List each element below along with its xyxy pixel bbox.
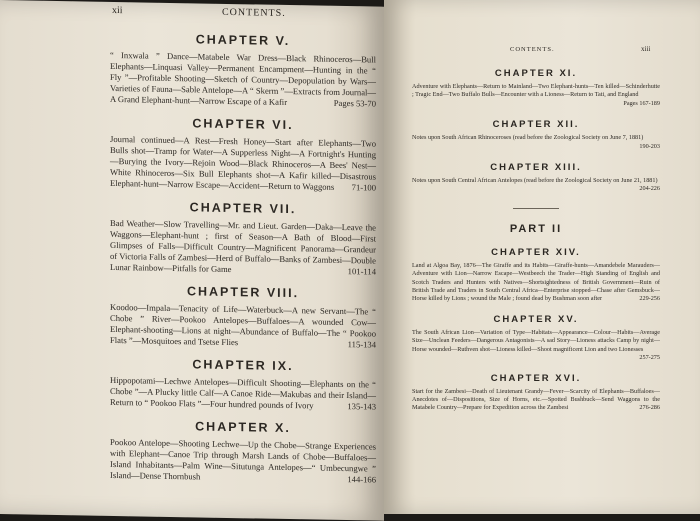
part-title: PART II [509,222,563,235]
chapter-title: CHAPTER VII. [189,200,297,217]
chapter-title: CHAPTER VI. [192,116,294,133]
chapter-title: CHAPTER XII. [492,119,580,131]
page-range: 101-114 [347,266,376,277]
page-range: 71-100 [351,182,376,193]
chapter-entry [412,177,660,194]
page-range: 204-226 [639,185,660,193]
chapter-entry [110,134,376,194]
running-head: CONTENTS. [510,46,555,53]
page-range: 135-143 [347,401,376,412]
chapter-summary: Start for the Zambesi—Death of Lieutenant Grandy—Fever—Scarcity of Elephants—Buffaloes—Anecdotes of—Dispositions, Size of Horns, etc.—Spotted Bushbuck—Send Waggons to the Matabele Country—Prepare for Expedition across the Zambesi [412,387,660,412]
page-range: 229-256 [639,295,660,303]
chapter-summary: Notes upon South Central African Antelopes (read before the Zoological Society on June 21, 1881) [412,177,658,185]
chapter-summary: Hippopotami—Lechwe Antelopes—Difficult Shooting—Elephants on the “ Chobe ”—A Plucky little Calf—A Canoe Ride—Makubas and their Island—Return to “ Pookoo Flats ”—Four hundred pounds of Ivory [110,374,376,411]
chapter-summary: Bad Weather—Slow Travelling—Mr. and Lieut. Garden—Daka—Leave the Waggons—Elephant-hunt ; first of Season—A Bath of Blood—First Glimpses of Falls—Difficult Country—Magnificent Panorama—Grandeur of Victoria Falls of Zambesi—Herd of Buffalo—Banks of Zambesi—Double Lunar Rainbow—Pitfalls for Game [110,217,376,275]
chapter-title: CHAPTER XI. [494,68,578,79]
chapter-entry [110,302,376,351]
right-page [384,0,700,514]
chapter-summary: “ Inxwala ” Dance—Matabele War Dress—Black Rhinoceros—Bull Elephants—Linquasi Valley—Permanent Encampment—Hunting in the “ Fly ”—Profitable Shooting—Sketch of Country—Depopulation by Wars—Varieties of Fauna—Sable Antelope—A “ Skerm ”—Extracts from Journal—A Grand Elephant-hunt—Narrow Escape of a Kafir [110,49,376,108]
page-range: 276-286 [639,404,660,412]
page-range: 257-275 [639,354,660,362]
page-range: 115-134 [347,339,376,350]
running-head: CONTENTS. [222,6,286,19]
chapter-entry [412,329,660,363]
chapter-title: CHAPTER XV. [493,313,579,325]
chapter-entry [412,388,660,413]
chapter-summary: Koodoo—Impala—Tenacity of Life—Waterbuck—A new Servant—The “ Chobe ” River—Pookoo Antelopes—Buffaloes—A wounded Cow—Elephant-shooting—Lions at night—Abundance of Buffalo—The “ Pookoo Flats ”—Mosquitoes and Tsetse Flies [110,301,376,348]
chapter-summary: Notes upon South African Rhinoceroses (read before the Zoological Society on June 7, 1881) [412,134,644,142]
chapter-entry [110,218,376,278]
chapter-entry [412,83,660,108]
chapter-entry [110,375,376,413]
chapter-summary: Journal continued—A Rest—Fresh Honey—Start after Elephants—Two Bulls shot—Tramp for Water—A Supperless Night—A Fortnight's Hunting—Burying the Ivory—Rejoin Wood—Black Rhinoceros—A Bees' Nest—White Rhinoceros—Six Bull Elephants shot—A Kafir killed—Disastrous Elephant-hunt—Narrow Escape—Accident—Return to Waggons [110,133,376,192]
page-range: 190-203 [639,142,660,150]
page-range: Pages 53-70 [333,97,376,109]
chapter-entry [110,437,376,486]
chapter-title: CHAPTER XIV. [491,246,581,258]
chapter-summary: The South African Lion—Variation of Type—Habitats—Appearance—Colour—Habits—Average Size—Unclean Feeders—Dangerous Antagonists—A sad Story—Lioness attacks Camp by night—Horse wounded—Ruthven shot—Lioness killed—Shoot magnificent Lion and two Lionesses [412,328,660,353]
chapter-title: CHAPTER VIII. [186,284,300,301]
chapter-title: CHAPTER IX. [192,357,294,374]
chapter-title: CHAPTER X. [195,419,291,436]
chapter-entry [110,50,376,110]
chapter-entry [412,134,660,151]
divider-rule [513,208,559,209]
chapter-title: CHAPTER V. [195,32,291,49]
left-contents [110,6,376,486]
page-range: 144-166 [347,474,376,485]
right-contents [412,42,660,413]
chapter-summary: Land at Algoa Bay, 1876—The Giraffe and its Habits—Giraffe-hunts—Amandebele Marauders—Adventure with Lion—Narrow Escape—Westbeech the Trader—High Standing of English and Scotch Traders and Hunters with Natives—Shortsightedness of British Government—Ruin of British Trade and Traders in South Central Africa—Enterprise stopped—Chase after Gemsbuck—Horse killed by Lions ; wound the Male ; found dead by Bushman soon after [412,261,660,303]
page-number: xii [112,4,123,17]
page-number: xiii [641,45,651,53]
chapter-title: CHAPTER XIII. [490,162,582,174]
chapter-summary: Pookoo Antelope—Shooting Lechwe—Up the Chobe—Strange Experiences with Elephant—Canoe Trip through Marsh Lands of Chobe—Buffaloes—Island Inhabitants—Palm Wine—Situtunga Antelopes—“ Umbecungwe ” Island—Dense Thornbush [110,436,376,482]
chapter-summary: Adventure with Elephants—Return to Mainland—Two Elephant-hunts—Ten killed—Schinderhutte ; Tragic End—Two Buffalo Bulls—Encounter with a Lioness—Return to Tati, and England [412,83,660,99]
chapter-entry [412,262,660,304]
page-range: Pages 167-189 [623,99,660,107]
chapter-title: CHAPTER XVI. [490,372,582,384]
